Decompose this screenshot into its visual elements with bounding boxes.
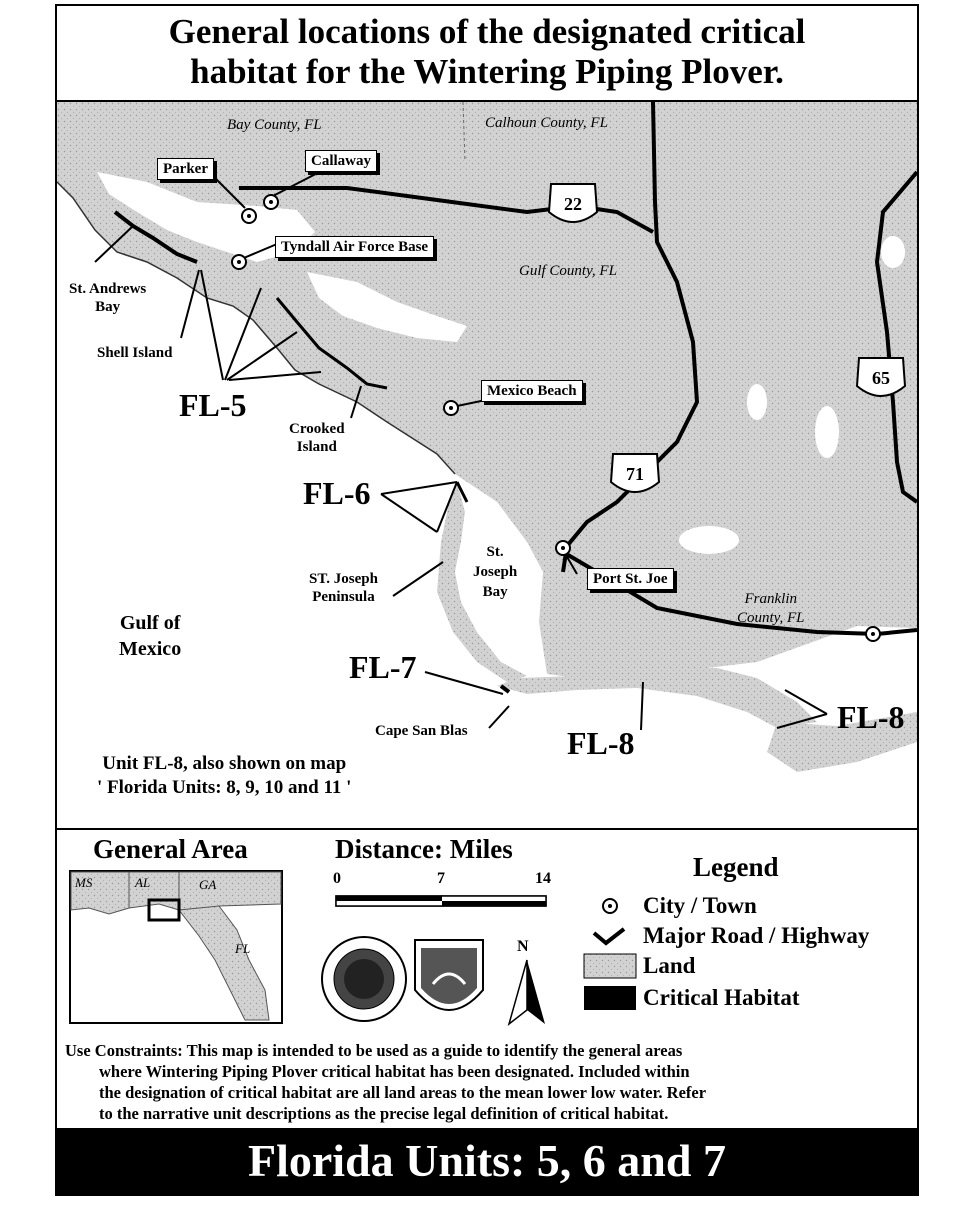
label-gulf-of-mexico: Gulf of Mexico — [119, 612, 182, 660]
scale-tick-7: 7 — [437, 870, 445, 887]
county-label-gulf: Gulf County, FL — [519, 263, 617, 279]
legend-item-city — [583, 892, 757, 920]
city-label-parker: Parker — [157, 158, 214, 180]
road-icon — [590, 925, 630, 947]
label-st-joseph-bay: St. Joseph Bay — [473, 544, 518, 600]
unit-label-fl8-south: FL-8 — [567, 725, 635, 761]
habitat-swatch — [583, 985, 637, 1011]
legend-label-land: Land — [643, 953, 696, 978]
lake — [881, 236, 905, 268]
label-shell-island: Shell Island — [97, 345, 173, 361]
scale-tick-0: 0 — [333, 870, 341, 887]
constraints-line-4: to the narrative unit descriptions as the precise legal definition of critical habitat. — [99, 1104, 669, 1123]
highway-shield-22: 22 — [564, 194, 582, 214]
land-swatch — [583, 953, 637, 979]
label-cape-san-blas: Cape San Blas — [375, 723, 468, 739]
legend-label-road: Major Road / Highway — [643, 923, 870, 948]
city-label-port-st-joe: Port St. Joe — [587, 568, 674, 590]
inset-label-al: AL — [135, 875, 151, 890]
scale-tick-14: 14 — [535, 870, 551, 887]
distance-title: Distance: Miles — [335, 834, 513, 864]
city-label-tyndall: Tyndall Air Force Base — [275, 236, 434, 258]
cape-san-blas-spit — [497, 668, 817, 728]
title-line-2: habitat for the Wintering Piping Plover. — [190, 52, 784, 91]
map-graphic — [57, 102, 917, 828]
legend-title: Legend — [693, 852, 779, 882]
inset-label-ga: GA — [199, 877, 217, 892]
city-icon — [600, 896, 620, 916]
label-crooked-island: Crooked Island — [289, 421, 345, 455]
lake — [679, 526, 739, 554]
highway-shield-65: 65 — [872, 368, 890, 388]
unit-label-fl7: FL-7 — [349, 649, 417, 685]
unit-label-fl5: FL-5 — [179, 387, 247, 423]
county-label-franklin: Franklin County, FL — [737, 591, 805, 626]
label-st-joseph-peninsula: ST. Joseph Peninsula — [309, 571, 378, 605]
unit-label-fl6: FL-6 — [303, 475, 371, 511]
city-label-mexico-beach: Mexico Beach — [481, 380, 583, 402]
legend-label-habitat: Critical Habitat — [643, 985, 800, 1010]
highway-shield-71: 71 — [626, 464, 644, 484]
title-line-1: General locations of the designated critical — [168, 12, 806, 51]
info-panel — [57, 830, 917, 1130]
map-title — [57, 12, 917, 92]
constraints-line-2: where Wintering Piping Plover critical habitat has been designated. Included within — [99, 1062, 690, 1081]
legend-item-road — [583, 922, 869, 950]
label-st-andrews-bay: St. Andrews Bay — [69, 281, 147, 315]
county-label-calhoun: Calhoun County, FL — [485, 115, 608, 131]
unit-fl8-note: Unit FL-8, also shown on map ' Florida Units: 8, 9, 10 and 11 ' — [97, 753, 352, 798]
doi-seal — [319, 934, 409, 1024]
lake — [815, 406, 839, 458]
unit-label-fl8-east: FL-8 — [837, 699, 905, 735]
map-frame — [55, 4, 919, 1196]
fws-badge — [411, 934, 487, 1024]
legend-item-land — [583, 952, 695, 980]
main-map — [57, 102, 917, 828]
lake — [747, 384, 767, 420]
use-constraints — [65, 1040, 913, 1124]
constraints-line-1: Use Constraints: This map is intended to be used as a guide to identify the general areas — [65, 1041, 683, 1060]
scale-bar — [335, 892, 547, 912]
legend-label-city: City / Town — [643, 893, 757, 918]
north-arrow — [507, 958, 547, 1026]
constraints-line-3: the designation of critical habitat are all land areas to the mean lower low water. Refer — [99, 1083, 707, 1102]
general-area-title: General Area — [93, 834, 248, 864]
legend-item-habitat — [583, 984, 800, 1012]
north-label: N — [517, 938, 529, 955]
footer-title: Florida Units: 5, 6 and 7 — [57, 1128, 917, 1194]
general-area-inset — [69, 870, 283, 1024]
city-label-callaway: Callaway — [305, 150, 377, 172]
county-label-bay: Bay County, FL — [227, 117, 322, 133]
inset-label-fl: FL — [235, 941, 251, 956]
inset-label-ms: MS — [75, 875, 93, 890]
